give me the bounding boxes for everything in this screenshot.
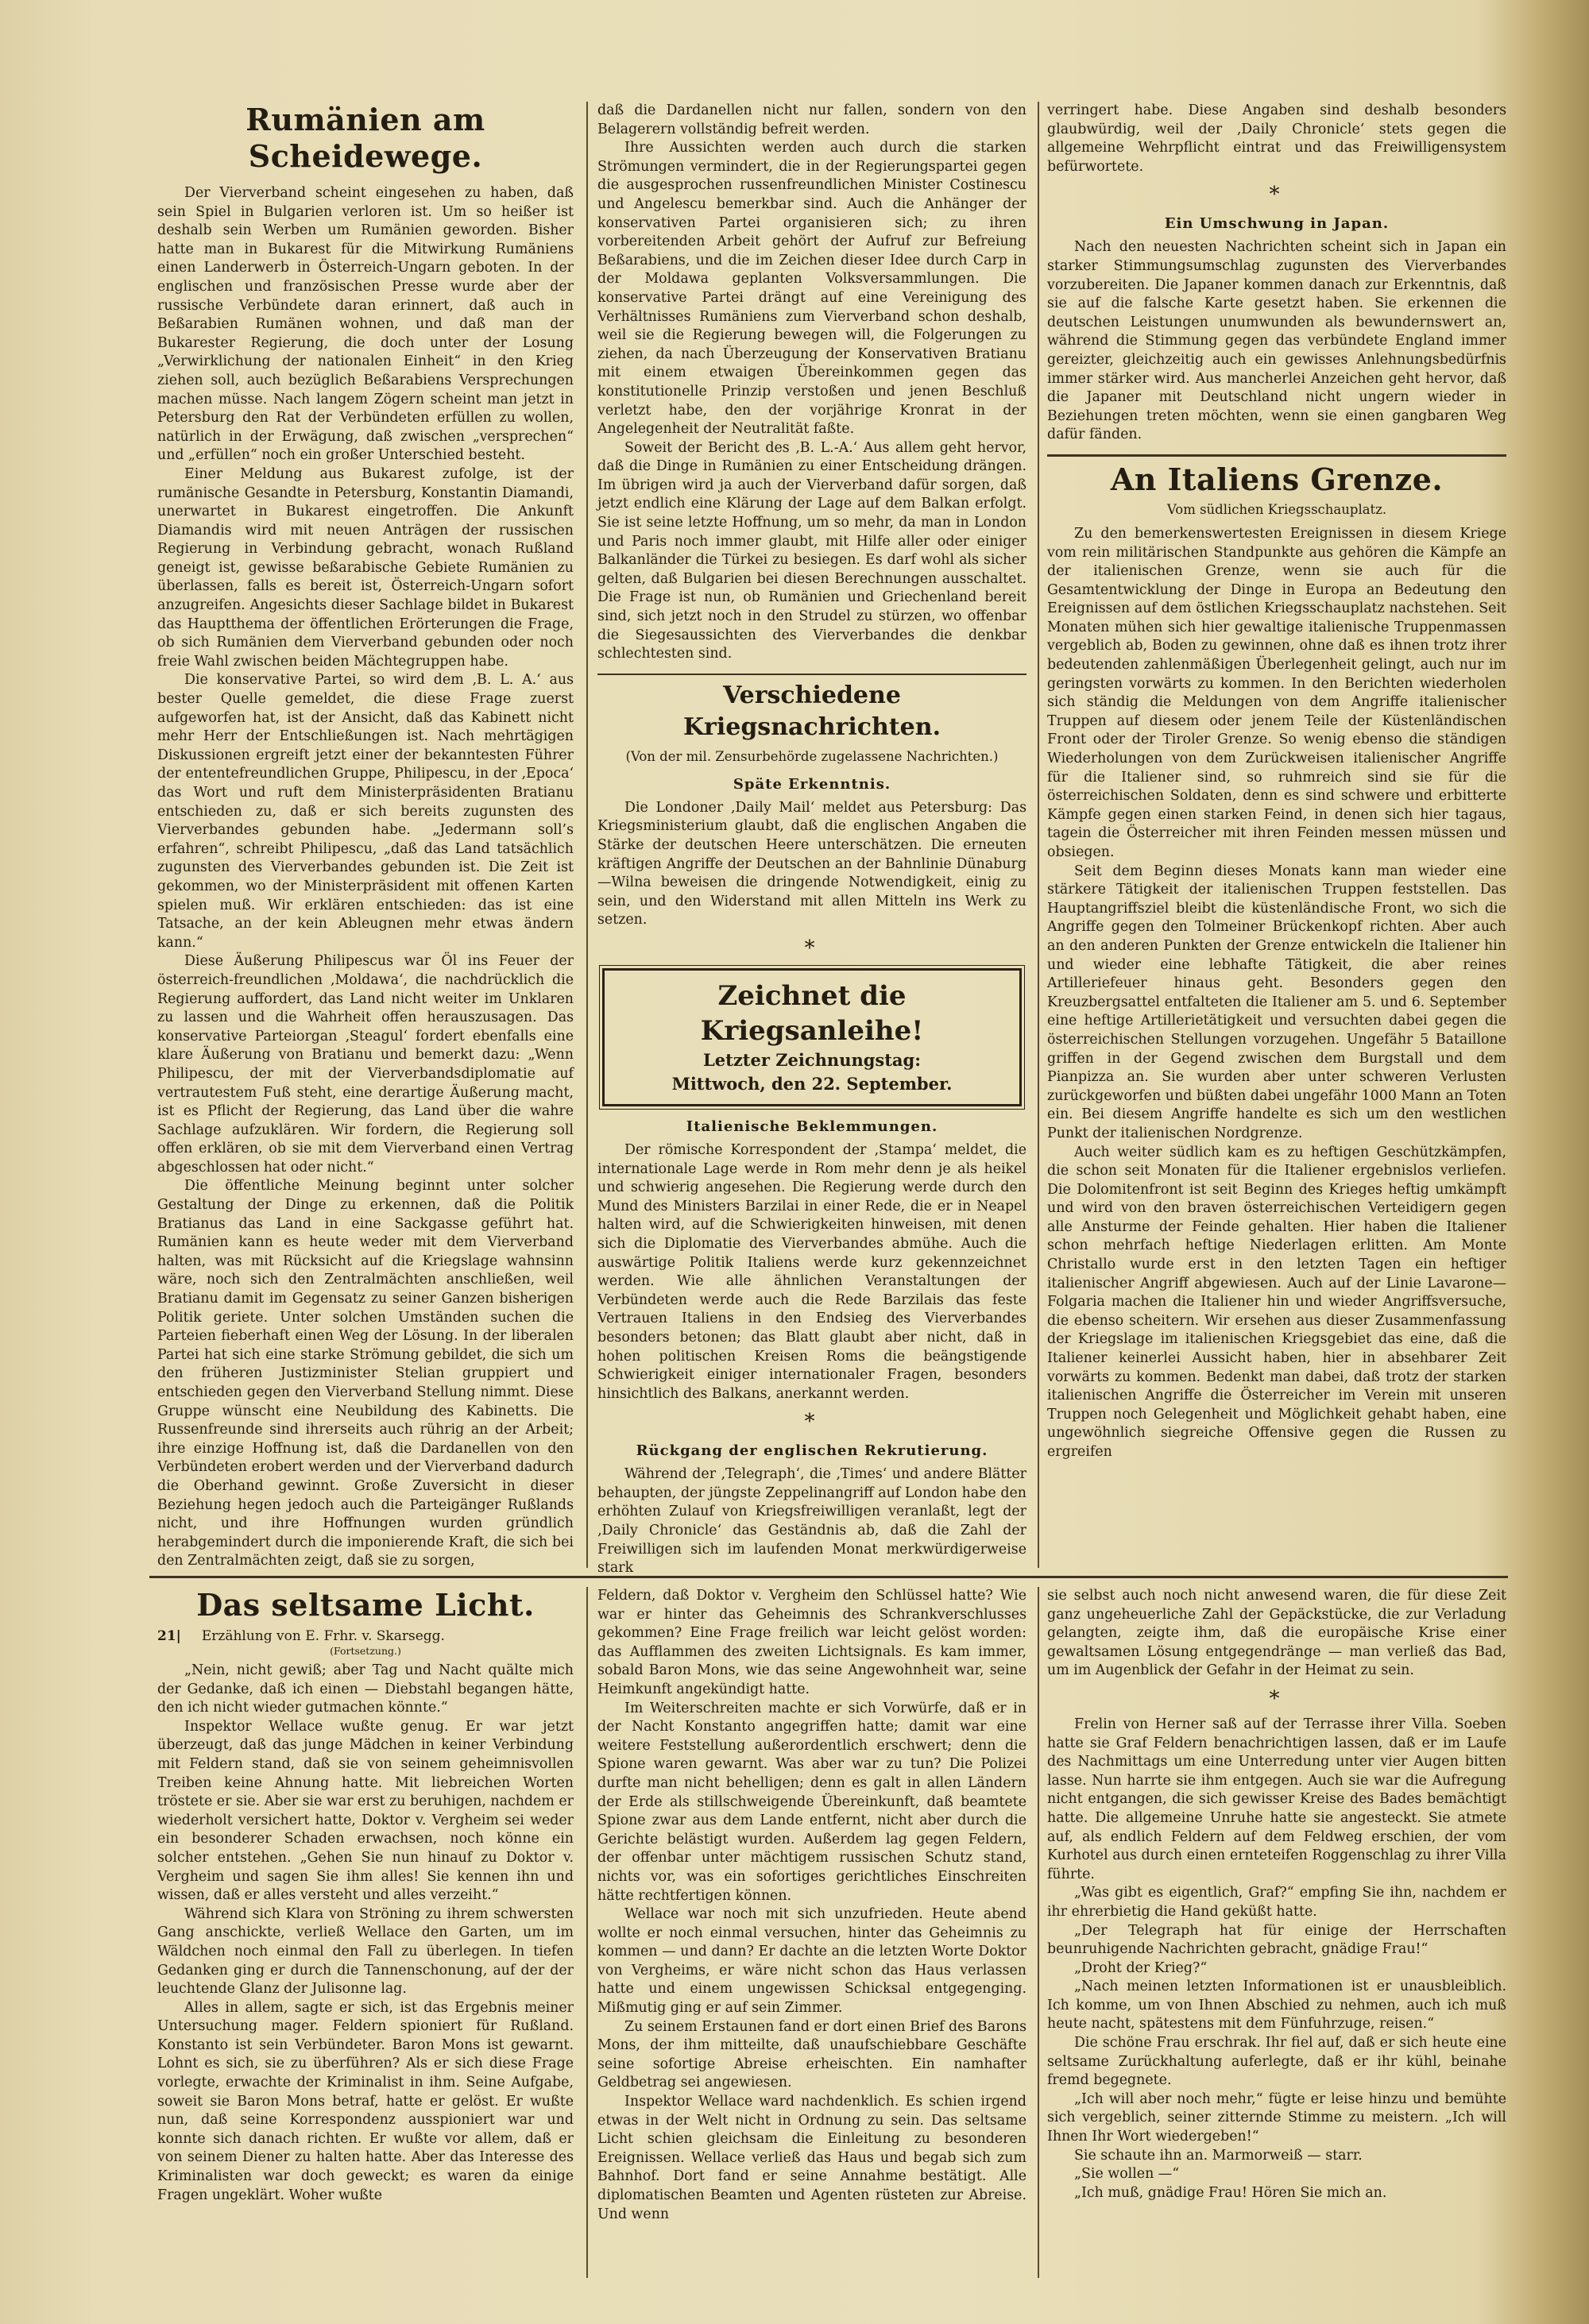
box-date: Mittwoch, den 22. September.	[671, 1073, 953, 1094]
box-line: Letzter Zeichnungstag:	[703, 1049, 921, 1070]
paragraph: „Der Telegraph hat für einige der Herrschaften beunruhigende Nachrichten gebracht, gnädige Frau!“	[1047, 1922, 1506, 1958]
paragraph: Soweit der Bericht des ‚B. L.-A.‘ Aus allem geht hervor, daß die Dinge in Rumänien zu einer Entscheidung drängen. Im übrigen wird ja auch der Vierverband dafür sorgen, daß jetzt endlich eine Klärung der Lage auf dem Balkan erfolgt. Sie ist seine letzte Hoffnung, um so mehr, da man in London und Paris noch immer glaubt, mit Hilfe aller oder einiger Balkanländer die Türkei zu besiegen. Es darf wohl als sicher gelten, daß Bulgarien bei diesen Berechnungen ausschaltet. Die Frage ist nun, ob Rumänien und Griechenland bereit sind, sich jetzt noch in den Strudel zu stürzen, wo offenbar die Siegesaussichten des Vierverbandes die denkbar schlechtesten sind.	[597, 439, 1026, 662]
paragraph: „Was gibt es eigentlich, Graf?“ empfing Sie ihn, nachdem er ihr ehrerbietig die Hand geküßt hatte.	[1047, 1885, 1506, 1920]
article-title-italiens-grenze: An Italiens Grenze.	[1110, 461, 1444, 497]
paragraph: Auch weiter südlich kam es zu heftigen Geschützkämpfen, die schon seit Monaten für die Italiener ergebnislos verliefen. Die Dolomitenfront ist seit Beginn des Krieges heftig umkämpft und wird von den braven österreichischen Verteidigern gegen alle Ansturme der Feinde gehalten. Hier haben die Italiener schon mehrfach heftige Niederlagen erlitten. Am Monte Christallo wurde erst in den letzten Tagen ein heftiger italienischer Angriff abgewiesen. Auch auf der Linie Lavarone—Folgaria machen die Italiener hin und wieder Angriffsversuche, die ebenso scheitern. Wir ersehen aus dieser Zusammenfassung der Kriegslage im italienischen Kriegsgebiet das eine, daß die Italiener keinerlei Aussicht haben, hier in absehbarer Zeit vorwärts zu kommen. Bedenkt man dabei, daß trotz der starken italienischen Angriffe die Österreicher im Verein mit unseren Truppen noch Gelegenheit und Möglichkeit gehabt haben, eine ungewöhnlich siegreiche Offensive gegen die Russen zu ergreifen	[1047, 1144, 1506, 1460]
section-subtitle: (Von der mil. Zensurbehörde zugelassene Nachrichten.)	[625, 748, 999, 764]
serial-byline-row	[157, 1627, 574, 1646]
box-headline: Zeichnet die Kriegsanleihe!	[700, 979, 924, 1047]
separator-star: *	[804, 1410, 820, 1434]
section-divider	[1047, 454, 1506, 457]
paragraph: „Ich muß, gnädige Frau! Hören Sie mich an.	[1074, 2184, 1387, 2201]
section-divider	[597, 674, 1026, 675]
paragraph: Ihre Aussichten werden auch durch die starken Strömungen vermindert, die in der Regierungspartei gegen die ausgesprochen russenfreundlichen Minister Costinescu und Angelescu bemerkbar sind. Auch die Anhänger der konservativen Partei organisieren sich; zu ihren vorbereitenden Arbeit gehört der Aufruf zur Befreiung Beßarabiens, und die im Zeichen dieser Idee durch Carp in der Moldawa geplanten Volksversammlungen. Die konservative Partei drängt auf eine Vereinigung des Verhältnisses Rumäniens zum Vierverband schon deshalb, weil sie die Regierung bewegen will, die Folgerungen zu ziehen, da nach Überzeugung der Konservativen Bratianu mit einem etwaigen Übereinkommen gegen das konstitutionelle Prinzip verstoßen und jenen Beschluß verletzt habe, den der vorjährige Kronrat in der Angelegenheit der Neutralität faßte.	[597, 140, 1026, 438]
paragraph: „Nein, nicht gewiß; aber Tag und Nacht quälte mich der Gedanke, daß ich einen — Diebstahl begangen hätte, den ich nicht wieder gutmachen könnte.“	[157, 1662, 574, 1716]
serial-column-3	[1047, 1587, 1506, 2278]
paragraph: Die Londoner ‚Daily Mail‘ meldet aus Petersburg: Das Kriegsministerium glaubt, daß die englischen Angaben die Stärke der deutschen Heere unterschätzen. Die erneuten kräftigen Angriffe der Deutschen an der Bahnlinie Dünaburg—Wilna beweisen die dringende Notwendigkeit, einig zu sein, und den Widerstand mit allen Mitteln ins Werk zu setzen.	[597, 799, 1026, 928]
kriegsanleihe-box	[602, 968, 1022, 1106]
heading-umschwung-japan: Ein Umschwung in Japan.	[1164, 215, 1390, 233]
paragraph: Seit dem Beginn dieses Monats kann man wieder eine stärkere Tätigkeit der italienischen Truppen feststellen. Das Hauptangriffsziel bleibt die küstenländische Front, wo sich die Angriffe gegen den Tolmeiner Brückenkopf richten. Aber auch an den anderen Punkten der Grenze entwickeln die Italiener hin und wieder eine lebhafte Tätigkeit, die aber reines Artilleriefeuer hinaus geht. Besonders gegen den Kreuzbergsattel entfalteten die Italiener am 5. und 6. September eine heftige Artillerietätigkeit und versuchten dabei gegen die österreichischen Stellungen vorzugehen. Ungefähr 5 Bataillone griffen in der Gegend zwischen dem Burgstall und dem Pianpizza an. Sie wurden aber unter schweren Verlusten zurückgeworfen und büßten dabei ungefähr 1000 Mann an Toten ein. Bei diesem Angriffe handelte es sich um den westlichen Punkt der italienischen Nordgrenze.	[1047, 863, 1506, 1141]
article-subtitle: Vom südlichen Kriegsschauplatz.	[1166, 501, 1387, 517]
paragraph: Während der ‚Telegraph‘, die ‚Times‘ und andere Blätter behaupten, der jüngste Zeppelinangriff auf London habe den erhöhten Zulauf von Kriegsfreiwilligen veranlaßt, legt der ‚Daily Chronicle‘ das Geständnis ab, daß die Zahl der Freiwilligen sich im laufenden Monat merkwürdigerweise stark	[597, 1466, 1026, 1577]
serial-title: Das seltsame Licht.	[196, 1587, 535, 1623]
paragraph: verringert habe. Diese Angaben sind deshalb besonders glaubwürdig, weil der ‚Daily Chronicle‘ stets gegen die allgemeine Wehrpflicht eintrat und das Freiwilligensystem befürwortete.	[1047, 102, 1506, 175]
paragraph: Im Weiterschreiten machte er sich Vorwürfe, daß er in der Nacht Konstanto angegriffen hatte; damit war eine weitere Feststellung außerordentlich erschwert; denn die Spione waren gewarnt. Was aber war zu tun? Die Polizei durfte man nicht behelligen; denn es galt in allen Ländern der Erde als stillschweigende Übereinkunft, daß beamtete Spione zwar aus dem Lande entfernt, nicht aber durch die Gerichte belästigt wurden. Außerdem lag gegen Feldern, der offenbar unter mächtigem russischen Schutz stand, nichts vor, was ein sofortiges gerichtliches Einschreiten hätte rechtfertigen können.	[597, 1700, 1026, 1904]
paragraph: Der römische Korrespondent der ‚Stampa‘ meldet, die internationale Lage werde in Rom mehr denn je als heikel und schwierig angesehen. Die Regierung werde durch den Mund des Ministers Barzilai in einer Rede, die er in Neapel halten wird, auf die Schwierigkeiten hinweisen, mit denen sich die Diplomatie des Vierverbandes abmühe. Auch die auswärtige Politik Italiens werde kurz gekennzeichnet werden. Wie alle ähnlichen Veranstaltungen der Verbündeten werde auch die Rede Barzilais das feste Vertrauen Italiens in den Endsieg des Vierverbandes besonders betonen; das Blatt glaubt aber nicht, daß in hohen politischen Kreisen Roms die beängstigende Schwierigkeit einiger internationaler Fragen, besonders hinsichtlich des Balkans, anerkannt werden.	[597, 1141, 1026, 1402]
paragraph: Inspektor Wellace wußte genug. Er war jetzt überzeugt, daß das junge Mädchen in keiner Verbindung mit Feldern stand, daß sie von seinem geheimnisvollen Treiben keine Ahnung hatte. Mit liebreichen Worten tröstete er sie. Aber sie war erst zu beruhigen, nachdem er wiederholt versichert hatte, Doktor v. Vergheim sei weder ein besonderer Schaden erwachsen, noch könne ein solcher entstehen. „Gehen Sie nun hinauf zu Doktor v. Vergheim und sagen Sie ihm alles! Sie kennen ihn und wissen, daß er alles versteht und alles verzeiht.“	[157, 1718, 574, 1904]
paragraph: „Sie wollen —“	[1074, 2166, 1180, 2183]
serial-column-2	[597, 1587, 1026, 2278]
paragraph: „Ich will aber noch mehr,“ fügte er leise hinzu und bemühte sich vergeblich, seiner zitternde Stimme zu meistern. „Ich will Ihnen Ihr Wort wiedergeben!“	[1047, 2090, 1506, 2145]
paragraph: Die öffentliche Meinung beginnt unter solcher Gestaltung der Dinge zu erkennen, daß die Politik Bratianus das Land in eine Sackgasse geführt hat. Rumänien kann es heute weder mit dem Vierverband halten, was mit Rücksicht auf die Kriegslage wahnsinn wäre, noch sich den Zentralmächten anschließen, weil Bratianu damit im Gegensatz zu seiner Ganzen bisherigen Politik geriete. Unter solchen Umständen suchen die Parteien fieberhaft einen Weg der Lösung. In der liberalen Partei hat sich eine starke Strömung gebildet, die sich um den früheren Justizminister Stelian gruppiert und entschieden gegen den Vierverband Stellung nimmt. Diese Gruppe wünscht eine Neubildung des Kabinetts. Die Russenfreunde sind ihrerseits auch rührig an der Arbeit; ihre einzige Hoffnung ist, daß die Dardanellen von den Verbündeten erobert werden und der Vierverband dadurch die Oberhand gewinnt. Große Zuversicht in dieser Beziehung hegen jedoch auch die Parteigänger Rußlands nicht, und ihre Hoffnungen wurden gründlich herabgemindert durch die imponierende Kraft, die sich bei den Zentralmächten zeigt, daß sie zu sorgen,	[157, 1178, 574, 1569]
serial-byline: Erzählung von E. Frhr. v. Skarsegg.	[201, 1628, 445, 1644]
heading-spaete-erkenntnis: Späte Erkenntnis.	[733, 775, 891, 793]
paragraph: Die konservative Partei, so wird dem ‚B. L. A.‘ aus bester Quelle gemeldet, die diese Frage zuerst aufgeworfen hat, ist der Ansicht, daß das Kabinett nicht mehr Herr der Entschließungen ist. Nach mehrtägigen Diskussionen ergreift jetzt einer der bekanntesten Führer der ententefreundlichen Gruppe, Philipescu, in der ‚Epoca‘ das Wort und ruft dem Ministerpräsidenten Bratianu entschieden zu, daß er sich bereits zugunsten des Vierverbandes gebunden habe. „Jedermann soll’s erfahren“, schreibt Philipescu, „daß das Land tatsächlich zugunsten des Vierverbandes gebunden ist. Die Zeit ist gekommen, wo der Ministerpräsident mit offenen Karten spielen muß. Wir erklären entschieden: das ist eine Tatsache, an der kein Ableugnen mehr etwas ändern kann.“	[157, 672, 574, 951]
paragraph: Zu den bemerkenswertesten Ereignissen in diesem Kriege vom rein militärischen Standpunkte aus gehören die Kämpfe an der italienischen Grenze, wenn sie auch für die Gesamtentwicklung der Dinge in Europa an Bedeutung den Ereignissen auf dem östlichen Kriegsschauplatz nachstehen. Seit Monaten mühen sich hier gewaltige italienische Truppenmassen vergeblich ab, Boden zu gewinnen, ohne daß es ihnen trotz ihrer bedeutenden zahlenmäßigen Überlegenheit gelingt, auch nur im geringsten vorwärts zu kommen. In den Berichten wiederholen sich ständig die Meldungen von dem Angriffe italienischer Truppen auf diesem oder jenem Teile der Küstenländischen Front oder der Tiroler Grenze. So wenig ebenso die ständigen Wiederholungen von dem Zurückweisen italienischer Angriffe für die Italiener sind, so ruhmreich sind sie für die österreichischen Soldaten, denn es sind schwere und erbitterte Kämpfe gegen einen starken Feind, in denen sich hier tagaus, tagein die Österreicher mit ihren Feinden messen müssen und obsiegen.	[1047, 525, 1506, 860]
paragraph: Frelin von Herner saß auf der Terrasse ihrer Villa. Soeben hatte sie Graf Feldern benachrichtigen lassen, daß er im Laufe des Nachmittags um eine Unterredung unter vier Augen bitten lasse. Nun harrte sie ihm entgegen. Auch sie war die Aufregung nicht entgangen, die sich gewisser Kreise des Bades bemächtigt hatte. Die allgemeine Unruhe hatte sie angesteckt. Sie atmete auf, als endlich Feldern auf dem Feldweg erschien, der vom Kurhotel aus durch einen ernteteifen Roggenschlag zu ihrer Villa führte.	[1047, 1716, 1506, 1882]
paragraph: „Nach meinen letzten Informationen ist er unausbleiblich. Ich komme, um von Ihnen Abschied zu nehmen, auch ich muß heute nacht, spätestens mit dem Fünfuhrzuge, reisen.“	[1047, 1978, 1506, 2033]
serial-number: 21|	[157, 1628, 181, 1644]
column-1	[157, 102, 574, 1568]
column-rule	[586, 102, 588, 1568]
paragraph: Diese Äußerung Philipescus war Öl ins Feuer der österreich-freundlichen ‚Moldawa‘, die nachdrücklich die Regierung auffordert, das Land nicht weiter im Unklaren zu lassen und die Wahrheit offen herauszusagen. Das konservative Parteiorgan ‚Steagul‘ fordert ebenfalls eine klare Äußerung von Bratianu und bemerkt dazu: „Wenn Philipescu, der mit der Vierverbandsdiplomatie auf vertrautestem Fuß steht, eine derartige Äußerung macht, ist es Pflicht der Regierung, das Land über die wahre Sachlage aufzuklären. Wir fordern, die Regierung soll offen erklären, ob sie mit dem Vierverband einen Vertrag abgeschlossen hat oder nicht.“	[157, 953, 574, 1176]
heading-italienische-beklemmungen: Italienische Beklemmungen.	[686, 1118, 938, 1135]
column-rule	[586, 1587, 588, 2278]
paragraph: Der Vierverband scheint eingesehen zu haben, daß sein Spiel in Bulgarien verloren ist. Um so heißer ist deshalb sein Werben um Rumänien geworden. Bisher hatte man in Bukarest für die Mitwirkung Rumäniens einen Landerwerb in Österreich-Ungarn geboten. In der englischen und französischen Presse wurde aber der russische Verbündete daran erinnert, daß auch in Beßarabien Rumänen wohnen, und daß man der Bukarester Regierung, die doch unter der Losung „Verwirklichung der nationalen Einheit“ in den Krieg ziehen soll, auch bezüglich Beßarabiens Versprechungen machen müsse. Nach langem Zögern scheint man jetzt in Petersburg den Rat der Verbündeten erfüllen zu wollen, natürlich in der Erwägung, daß zwischen „versprechen“ und „erfüllen“ noch ein großer Unterschied besteht.	[157, 185, 574, 464]
paragraph: Inspektor Wellace ward nachdenklich. Es schien irgend etwas in der Welt nicht in Ordnung zu sein. Das seltsame Licht schien gleichsam die Einleitung zu besonderen Ereignissen. Wellace verließ das Haus und begab sich zum Bahnhof. Dort fand er seine Annahme bestätigt. Alle diplomatischen Beamten und Agenten rüsteten zur Abreise. Und wenn	[597, 2094, 1026, 2222]
column-rule	[1038, 102, 1039, 1568]
paragraph: Sie schaute ihn an. Marmorweiß — starr.	[1074, 2147, 1363, 2164]
paragraph: daß die Dardanellen nicht nur fallen, sondern von den Belagerern vollständig befreit werden.	[597, 102, 1026, 137]
section-title-kriegsnachrichten: Verschiedene Kriegsnachrichten.	[682, 681, 941, 741]
serial-column-1	[157, 1587, 574, 2278]
column-2	[597, 102, 1026, 1577]
paragraph: Während sich Klara von Ströning zu ihrem schwersten Gang anschickte, verließ Wellace den Garten, um im Wäldchen noch einmal den Fall zu überlegen. In tiefen Gedanken ging er durch die Tannenschonung, auf der der leuchtende Glanz der Julisonne lag.	[157, 1905, 574, 1998]
paragraph: sie selbst auch noch nicht anwesend waren, die für diese Zeit ganz ungeheuerliche Zahl der Gepäckstücke, die zur Verladung gelangten, zeigte ihm, daß die europäische Krise einer gewaltsamen Lösung entgegendränge — man verließ das Bad, um im Augenblick der Gefahr in der Heimat zu sein.	[1047, 1588, 1506, 1679]
paragraph: Alles in allem, sagte er sich, ist das Ergebnis meiner Untersuchung mager. Feldern spioniert für Rußland. Konstanto ist sein Verbündeter. Baron Mons ist gewarnt. Lohnt es sich, sie zu überführen? Als er sich diese Frage vorlegte, erwachte der Kriminalist in ihm. Seine Aufgabe, soweit sie Baron Mons betraf, hatte er gelöst. Er wußte nun, daß seine Korrespondenz ausspioniert war und konnte sich danach richten. Er wußte vor allem, daß er von seinem Diener zu halten hatte. Aber das Interesse des Kriminalisten war doch geweckt; es waren da einige Fragen ungeklärt. Woher wußte	[157, 1999, 574, 2203]
separator-star: *	[1269, 183, 1285, 207]
paragraph: „Droht der Krieg?“	[1074, 1959, 1208, 1976]
paragraph: Nach den neuesten Nachrichten scheint sich in Japan ein starker Stimmungsumschlag zugunsten des Vierverbandes vorzubereiten. Die Japaner kommen danach zur Erkenntnis, daß sie auf die falsche Karte gesetzt haben. Sie erkennen die deutschen Leistungen unumwunden als bewundernswert an, während die Stimmung gegen das verbündete England immer gereizter, gleichzeitig auch ein gewisses Anlehnungsbedürfnis immer stärker wird. Aus mancherlei Anzeichen geht hervor, daß die Japaner mit Deutschland nicht ungern wieder in Beziehungen treten möchten, wenn sie einen gangbaren Weg dafür fänden.	[1047, 239, 1506, 443]
paragraph: Feldern, daß Doktor v. Vergheim den Schlüssel hatte? Wie war er hinter das Geheimnis des Schrankverschlusses gekommen? Eine Frage freilich war leicht gelöst worden: das Aufflammen des zweiten Lichtsignals. Es kam immer, sobald Baron Mons, wie das seine Angewohnheit war, seine Heimkunft angekündigt hatte.	[597, 1588, 1026, 1697]
separator-star: *	[804, 936, 820, 960]
paragraph: Wellace war noch mit sich unzufrieden. Heute abend wollte er noch einmal versuchen, hinter das Geheimnis zu kommen — und dann? Er dachte an die letzten Worte Doktor von Vergheims, er wäre nicht schon das Haus verlassen hatte und einem ungewissen Schicksal entgegenging. Mißmutig ging er auf sein Zimmer.	[597, 1906, 1026, 2017]
column-rule	[1038, 1587, 1039, 2278]
separator-star: *	[1269, 1686, 1285, 1711]
paragraph: Einer Meldung aus Bukarest zufolge, ist der rumänische Gesandte in Petersburg, Konstantin Diamandi, unerwartet in Bukarest eingetroffen. Die Ankunft Diamandis wird mit neuen Anträgen der russischen Regierung in Verbindung gebracht, wonach Rußland geneigt ist, gewisse beßarabische Gebiete Rumänien zu überlassen, falls es bereit ist, Österreich-Ungarn sofort anzugreifen. Angesichts dieser Sachlage bildet in Bukarest das Hauptthema der öffentlichen Erörterungen die Frage, ob sich Rumänien dem Vierverband gebunden oder noch freie Wahl zwischen beiden Mächtegruppen habe.	[157, 465, 574, 670]
column-3	[1047, 102, 1506, 1568]
feuilleton-rule	[149, 1576, 1508, 1578]
serial-fortsetzung: (Fortsetzung.)	[330, 1645, 401, 1657]
paragraph: Die schöne Frau erschrak. Ihr fiel auf, daß er sich heute eine seltsame Zurückhaltung auferlegte, daß er ihr kühl, beinahe fremd begegnete.	[1047, 2035, 1506, 2089]
article-title-rumaenien: Rumänien am Scheidewege.	[246, 102, 485, 174]
paragraph: Zu seinem Erstaunen fand er dort einen Brief des Barons Mons, der ihm mitteilte, daß unaufschiebbare Geschäfte seine sofortige Abreise erheischten. Ein namhafter Geldbetrag sei angewiesen.	[597, 2018, 1026, 2091]
heading-rueckgang: Rückgang der englischen Rekrutierung.	[636, 1442, 988, 1460]
